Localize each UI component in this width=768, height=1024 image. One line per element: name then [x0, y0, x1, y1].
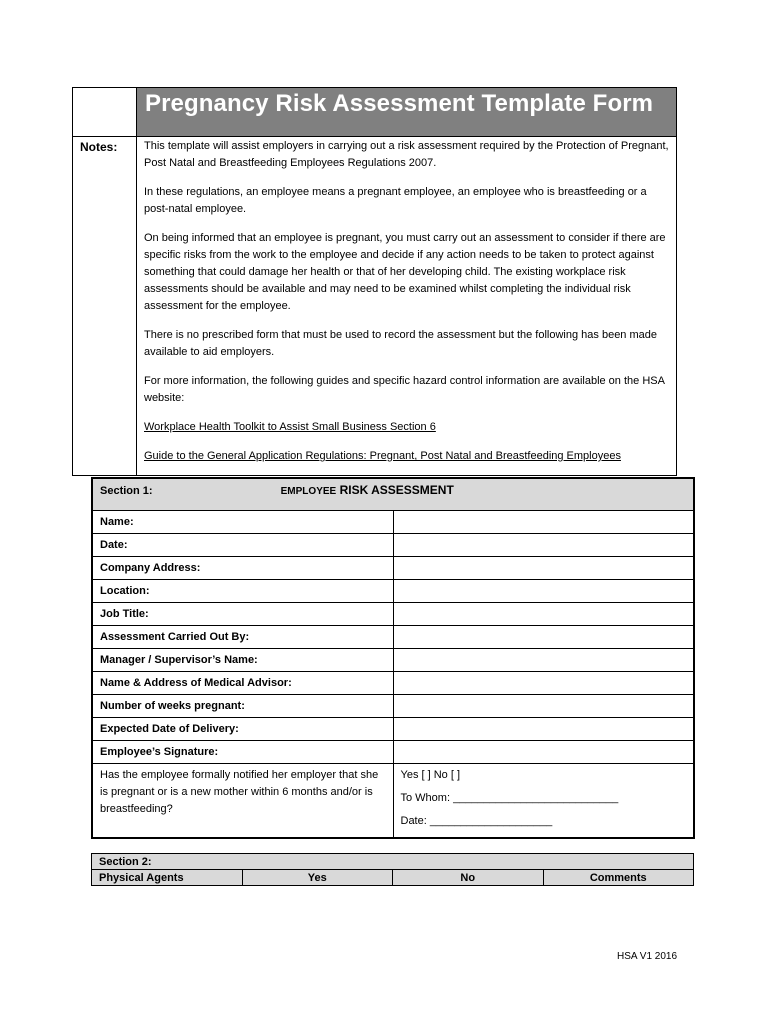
- notes-paragraph: For more information, the following guides and specific hazard control information are available on the HSA website:: [144, 375, 665, 404]
- weeks-pregnant-input[interactable]: [393, 695, 694, 718]
- column-header-physical-agents: Physical Agents: [92, 870, 243, 886]
- notification-question: Has the employee formally notified her employer that she is pregnant or is a new mother within 6 months and/or is breastfeeding?: [93, 764, 394, 838]
- yes-no-checkboxes[interactable]: Yes [ ] No [ ]: [400, 769, 461, 781]
- table-row: [93, 649, 694, 672]
- field-label-delivery-date: Expected Date of Delivery:: [93, 718, 394, 741]
- field-label-name: Name:: [93, 511, 394, 534]
- section1-header-cell: [93, 479, 694, 511]
- location-input[interactable]: [393, 580, 694, 603]
- field-label-medical-advisor: Name & Address of Medical Advisor:: [93, 672, 394, 695]
- field-label-location: Location:: [93, 580, 394, 603]
- page-title: Pregnancy Risk Assessment Template Form: [145, 90, 654, 117]
- assessment-by-input[interactable]: [393, 626, 694, 649]
- field-label-date: Date:: [93, 534, 394, 557]
- signature-input[interactable]: [393, 741, 694, 764]
- field-label-manager-name: Manager / Supervisor’s Name:: [93, 649, 394, 672]
- general-application-guide-link[interactable]: Guide to the General Application Regulations: Pregnant, Post Natal and Breastfeeding Employees: [144, 450, 621, 462]
- notes-paragraph: This template will assist employers in carrying out a risk assessment required by the Protection of Pregnant, Post Natal and Breastfeeding Employees Regulations 2007.: [144, 140, 669, 169]
- column-header-no: No: [393, 870, 544, 886]
- workplace-toolkit-link[interactable]: Workplace Health Toolkit to Assist Small Business Section 6: [144, 421, 436, 433]
- notes-body: [144, 138, 672, 477]
- section1-label: Section 1:: [100, 485, 153, 497]
- header-divider: [72, 136, 677, 137]
- table-row: [93, 534, 694, 557]
- section1-table: [91, 477, 695, 839]
- section2-columns-row: [92, 870, 694, 886]
- section1-title-suffix: RISK ASSESSMENT: [339, 483, 454, 497]
- notes-paragraph: On being informed that an employee is pregnant, you must carry out an assessment to consider if there are specific risks from the work to the employee and decide if any action needs to be taken to protect against something that could damage her health or that of her developing child. The existing workplace risk assessments should be available and may need to be examined whilst completing the individual risk assessment for the employee.: [144, 232, 666, 312]
- notes-paragraph: There is no prescribed form that must be used to record the assessment but the following has been made available to aid employers.: [144, 329, 657, 358]
- footer-version: HSA V1 2016: [617, 951, 678, 962]
- table-row: [93, 741, 694, 764]
- section1-title: [281, 483, 454, 497]
- field-label-assessment-by: Assessment Carried Out By:: [93, 626, 394, 649]
- name-input[interactable]: [393, 511, 694, 534]
- section1-title-prefix: EMPLOYEE: [280, 486, 337, 497]
- column-header-comments: Comments: [543, 870, 694, 886]
- field-label-job-title: Job Title:: [93, 603, 394, 626]
- notes-label: Notes:: [80, 140, 118, 154]
- section2-table: [91, 853, 694, 886]
- field-label-company-address: Company Address:: [93, 557, 394, 580]
- table-row: [93, 672, 694, 695]
- date-input[interactable]: [393, 534, 694, 557]
- to-whom-field[interactable]: To Whom: ___________________________: [400, 792, 619, 804]
- table-row: [93, 603, 694, 626]
- manager-name-input[interactable]: [393, 649, 694, 672]
- section2-header-row: [92, 854, 694, 870]
- column-header-yes: Yes: [242, 870, 393, 886]
- table-row: [93, 580, 694, 603]
- notification-answer-cell: [393, 764, 694, 838]
- field-label-signature: Employee’s Signature:: [93, 741, 394, 764]
- medical-advisor-input[interactable]: [393, 672, 694, 695]
- job-title-input[interactable]: [393, 603, 694, 626]
- field-label-weeks-pregnant: Number of weeks pregnant:: [93, 695, 394, 718]
- table-row: [93, 557, 694, 580]
- company-address-input[interactable]: [393, 557, 694, 580]
- notification-date-field[interactable]: Date: ____________________: [400, 815, 553, 827]
- table-row: [93, 626, 694, 649]
- section2-label: Section 2:: [92, 854, 694, 870]
- table-row: [93, 718, 694, 741]
- delivery-date-input[interactable]: [393, 718, 694, 741]
- table-row: [93, 511, 694, 534]
- section1-header-row: [93, 479, 694, 511]
- table-row: [93, 695, 694, 718]
- notes-paragraph: In these regulations, an employee means a pregnant employee, an employee who is breastfeeding or a post-natal employee.: [144, 186, 647, 215]
- notification-row: [93, 764, 694, 838]
